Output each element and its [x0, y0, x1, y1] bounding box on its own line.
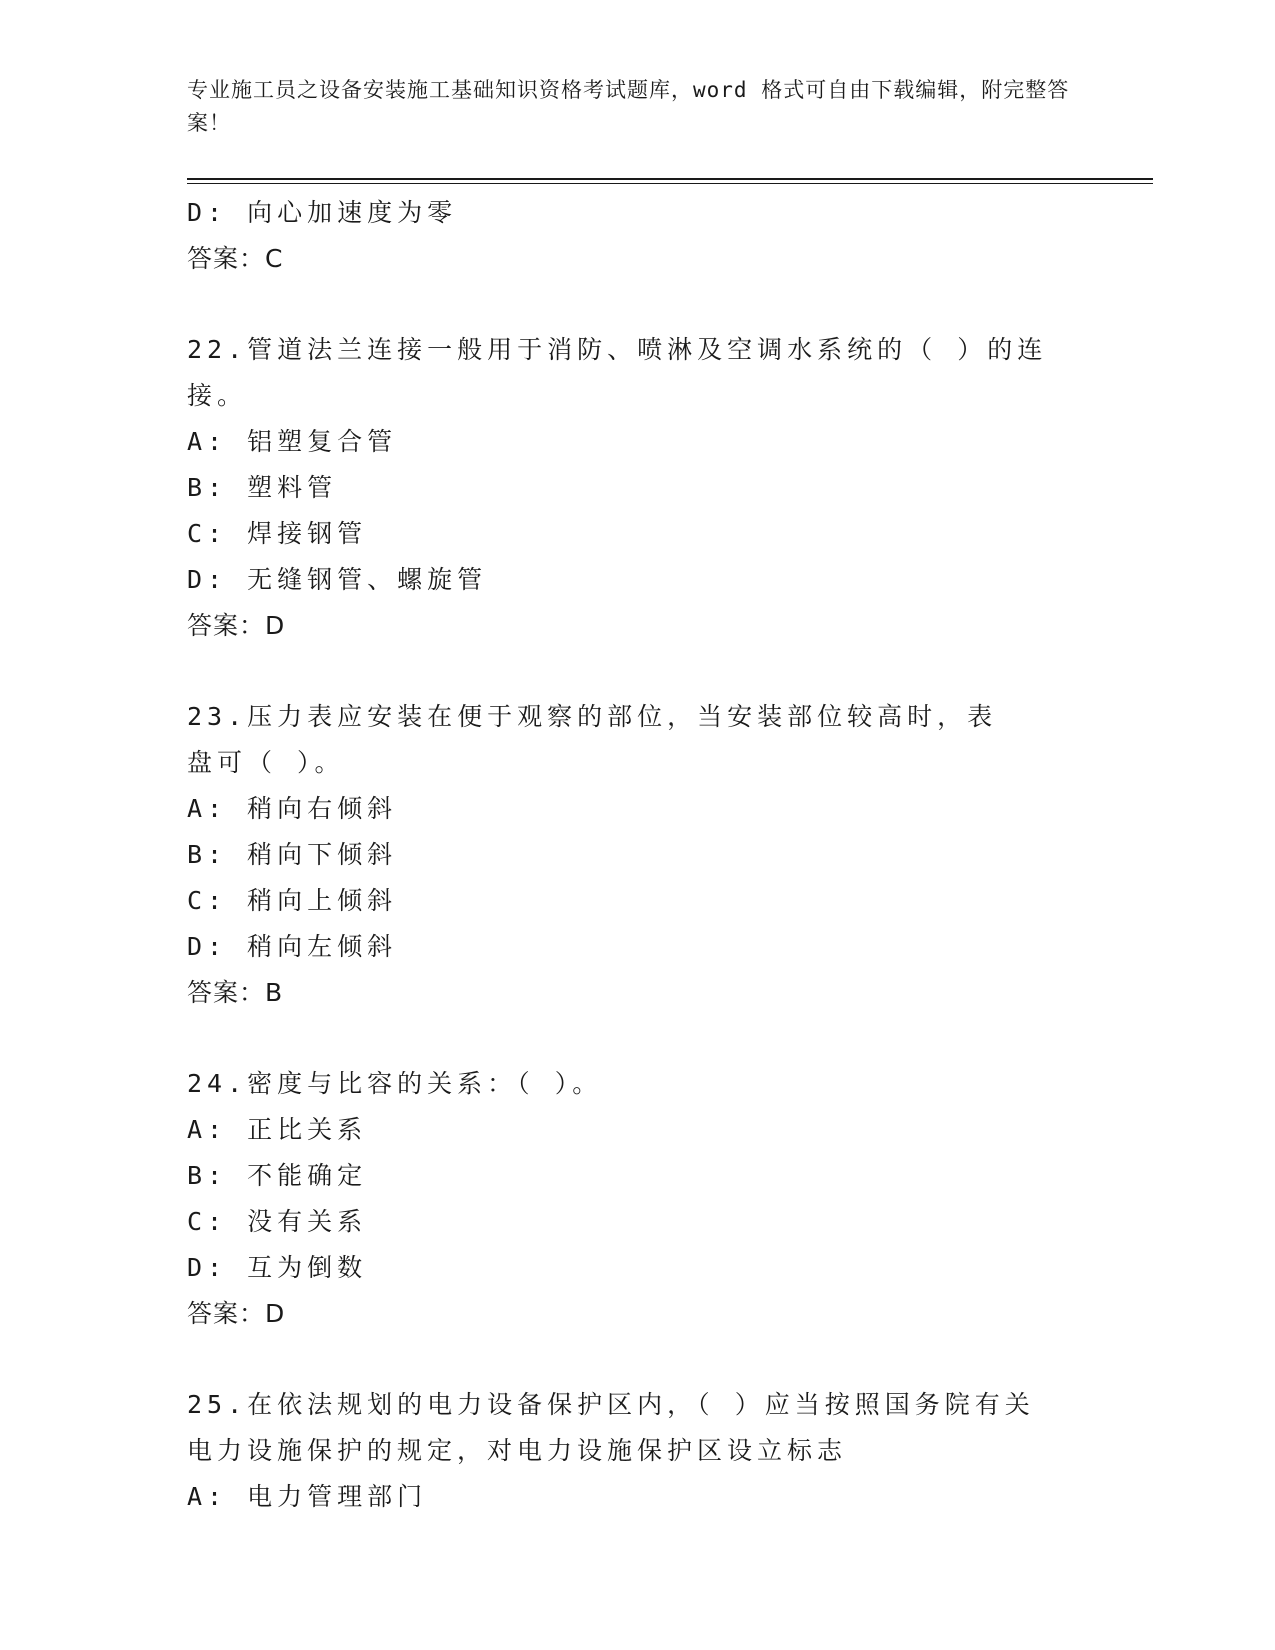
- option-a: A: 稍向右倾斜: [187, 794, 398, 823]
- option-a: A: 电力管理部门: [187, 1482, 428, 1511]
- answer-value: C: [265, 244, 284, 273]
- option-c: C: 没有关系: [187, 1207, 368, 1236]
- answer-value: D: [265, 611, 286, 640]
- answer-label: 答案：: [187, 1299, 266, 1328]
- question-stem: 24.密度与比容的关系：（ ）。: [187, 1069, 603, 1098]
- page-header: 专业施工员之设备安装施工基础知识资格考试题库，word 格式可自由下载编辑，附完整答案！: [187, 78, 1070, 135]
- option-a: A: 正比关系: [187, 1115, 368, 1144]
- answer-line: [187, 236, 1087, 282]
- option-d: D: 稍向左倾斜: [187, 932, 398, 961]
- question-24: [187, 1061, 1087, 1337]
- option-d: D: 无缝钢管、螺旋管: [187, 565, 488, 594]
- question-stem: 25.在依法规划的电力设备保护区内，（ ）应当按照国务院有关电力设施保护的规定，对电力设施保护区设立标志: [187, 1390, 1035, 1465]
- option-d: D: 向心加速度为零: [187, 198, 458, 227]
- answer-label: 答案：: [187, 244, 266, 273]
- answer-label: 答案：: [187, 611, 266, 640]
- answer-label: 答案：: [187, 978, 266, 1007]
- option-b: B: 不能确定: [187, 1161, 368, 1190]
- carryover-question: [187, 190, 1087, 282]
- answer-line: [187, 603, 1087, 649]
- question-stem: 23.压力表应安装在便于观察的部位，当安装部位较高时，表盘可（ ）。: [187, 702, 998, 777]
- question-stem: 22.管道法兰连接一般用于消防、喷淋及空调水系统的（ ）的连接。: [187, 335, 1048, 410]
- question-22: [187, 327, 1087, 649]
- header-divider: [187, 178, 1153, 184]
- answer-line: [187, 1291, 1087, 1337]
- answer-value: B: [265, 978, 284, 1007]
- answer-line: [187, 970, 1087, 1016]
- question-23: [187, 694, 1087, 1016]
- option-b: B: 稍向下倾斜: [187, 840, 398, 869]
- question-list: [187, 190, 1087, 1520]
- option-c: C: 稍向上倾斜: [187, 886, 398, 915]
- option-c: C: 焊接钢管: [187, 519, 368, 548]
- option-d: D: 互为倒数: [187, 1253, 368, 1282]
- option-a: A: 铝塑复合管: [187, 427, 398, 456]
- question-25: [187, 1382, 1087, 1520]
- answer-value: D: [265, 1299, 286, 1328]
- option-b: B: 塑料管: [187, 473, 338, 502]
